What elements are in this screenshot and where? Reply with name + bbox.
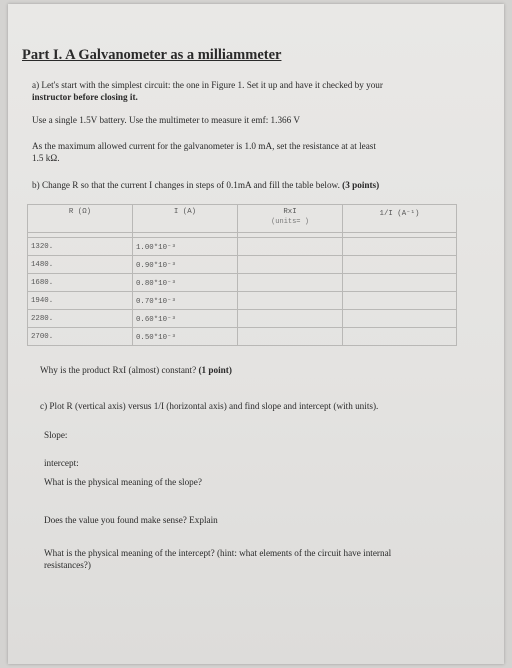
cell-r: 1320. <box>28 238 133 256</box>
slope-label: Slope: <box>44 430 68 440</box>
cell-i: 0.50*10⁻³ <box>133 328 238 346</box>
table-row <box>28 238 457 256</box>
intercept-meaning-line1: What is the physical meaning of the intercept? (hint: what elements of the circuit have internal <box>44 548 392 558</box>
header-rxi-units: (units= ) <box>271 218 309 226</box>
cell-r: 1480. <box>28 256 133 274</box>
cell-rxi[interactable] <box>238 328 343 346</box>
part-b-instruction <box>32 180 379 190</box>
part-a-line2: instructor before closing it. <box>32 92 138 102</box>
cell-r: 2700. <box>28 328 133 346</box>
cell-rxi[interactable] <box>238 292 343 310</box>
cell-inverse-i[interactable] <box>343 256 457 274</box>
table-row <box>28 328 457 346</box>
sense-question: Does the value you found make sense? Explain <box>44 515 218 525</box>
cell-inverse-i[interactable] <box>343 238 457 256</box>
header-r: R (Ω) <box>28 205 133 233</box>
page-title: Part I. A Galvanometer as a milliammeter <box>22 47 282 63</box>
header-i: I (A) <box>133 205 238 233</box>
header-rxi <box>238 205 343 233</box>
cell-inverse-i[interactable] <box>343 274 457 292</box>
intercept-label: intercept: <box>44 458 79 468</box>
slope-meaning-question: What is the physical meaning of the slope? <box>44 477 202 487</box>
cell-r: 1680. <box>28 274 133 292</box>
cell-rxi[interactable] <box>238 310 343 328</box>
cell-rxi[interactable] <box>238 256 343 274</box>
table-row <box>28 274 457 292</box>
cell-rxi[interactable] <box>238 238 343 256</box>
header-inverse-i: 1/I (A⁻¹) <box>343 205 457 233</box>
intercept-meaning-line2: resistances?) <box>44 560 91 570</box>
cell-rxi[interactable] <box>238 274 343 292</box>
cell-inverse-i[interactable] <box>343 310 457 328</box>
cell-i: 1.00*10⁻³ <box>133 238 238 256</box>
part-a-line1: a) Let's start with the simplest circuit: the one in Figure 1. Set it up and have it checked by your <box>32 80 383 90</box>
rxi-question-points: (1 point) <box>198 365 232 375</box>
battery-line: Use a single 1.5V battery. Use the multimeter to measure it emf: 1.366 V <box>32 115 300 125</box>
max-current-line2: 1.5 kΩ. <box>32 153 60 163</box>
data-table <box>27 204 457 346</box>
max-current-line1: As the maximum allowed current for the galvanometer is 1.0 mA, set the resistance at at least <box>32 141 376 151</box>
table-row <box>28 292 457 310</box>
table-row <box>28 310 457 328</box>
cell-i: 0.70*10⁻³ <box>133 292 238 310</box>
part-b-text: b) Change R so that the current I changes in steps of 0.1mA and fill the table below. <box>32 180 340 190</box>
part-c-instruction: c) Plot R (vertical axis) versus 1/I (horizontal axis) and find slope and intercept (with units). <box>40 401 379 411</box>
rxi-question: Why is the product RxI (almost) constant? <box>40 365 197 375</box>
part-b-question <box>40 365 232 375</box>
cell-i: 0.80*10⁻³ <box>133 274 238 292</box>
cell-inverse-i[interactable] <box>343 328 457 346</box>
cell-r: 2280. <box>28 310 133 328</box>
cell-i: 0.90*10⁻³ <box>133 256 238 274</box>
cell-inverse-i[interactable] <box>343 292 457 310</box>
cell-r: 1940. <box>28 292 133 310</box>
table-row <box>28 256 457 274</box>
cell-i: 0.60*10⁻³ <box>133 310 238 328</box>
header-rxi-label: RxI <box>283 208 297 216</box>
part-b-points: (3 points) <box>342 180 380 190</box>
